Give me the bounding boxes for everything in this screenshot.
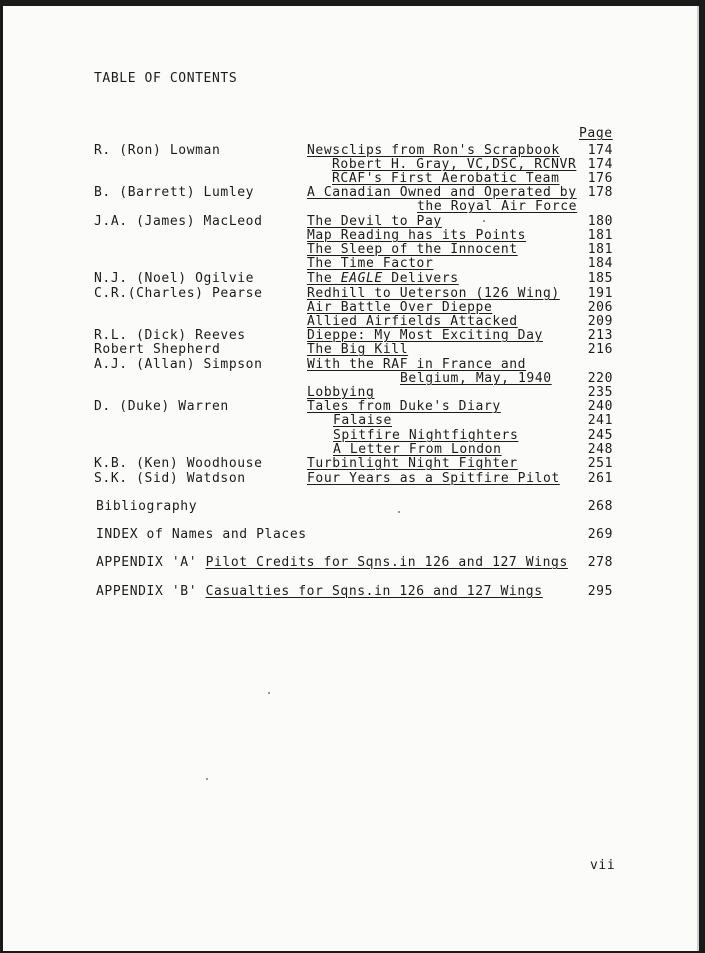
entry-page: 191 <box>587 286 613 301</box>
author-name: A.J. (Allan) Simpson <box>94 357 263 372</box>
appendix-label: APPENDIX 'B' <box>96 584 198 599</box>
author-name: D. (Duke) Warren <box>94 399 229 414</box>
entry-title: With the RAF in France and <box>307 357 527 372</box>
entry-title: Air Battle Over Dieppe <box>307 300 493 315</box>
document-page <box>3 6 699 951</box>
page-title: TABLE OF CONTENTS <box>94 71 238 86</box>
author-name: J.A. (James) MacLeod <box>94 214 263 229</box>
entry-page: 174 <box>587 143 613 158</box>
entry-title-pre: The <box>307 271 341 286</box>
entry-title-italic: EAGLE <box>340 271 383 286</box>
entry-page: 181 <box>587 242 613 257</box>
entry-page: 174 <box>587 157 613 172</box>
entry-title: Spitfire Nightfighters <box>333 428 519 443</box>
author-name: B. (Barrett) Lumley <box>94 185 255 200</box>
entry-page: 248 <box>587 442 613 457</box>
author-name: R.L. (Dick) Reeves <box>94 328 246 343</box>
entry-page: 206 <box>587 300 613 315</box>
entry-title <box>307 271 459 286</box>
entry-page: 184 <box>587 256 613 271</box>
entry-page: 235 <box>587 385 613 400</box>
entry-title: Tales from Duke's Diary <box>307 399 501 414</box>
entry-page: 180 <box>587 214 613 229</box>
entry-page: 220 <box>587 371 613 386</box>
entry-page: 213 <box>587 328 613 343</box>
entry-title: A Letter From London <box>333 442 502 457</box>
entry-title: Lobbying <box>307 385 375 400</box>
entry-page: 240 <box>587 399 613 414</box>
appendix-page: 295 <box>587 584 613 599</box>
scan-speck <box>483 220 485 222</box>
back-matter-label: INDEX of Names and Places <box>96 527 307 542</box>
scan-speck <box>398 511 400 513</box>
appendix-label: APPENDIX 'A' <box>96 555 198 570</box>
entry-title: Belgium, May, 1940 <box>400 371 552 386</box>
entry-page: 241 <box>587 413 613 428</box>
author-name: C.R.(Charles) Pearse <box>94 286 263 301</box>
author-name: S.K. (Sid) Watdson <box>94 471 246 486</box>
entry-title: Four Years as a Spitfire Pilot <box>307 471 560 486</box>
scan-speck <box>268 692 270 694</box>
entry-title: Dieppe: My Most Exciting Day <box>307 328 543 343</box>
back-matter-page: 269 <box>587 527 613 542</box>
entry-page: 251 <box>587 456 613 471</box>
entry-title: A Canadian Owned and Operated by <box>307 185 577 200</box>
appendix-title: Casualties for Sqns.in 126 and 127 Wings <box>205 584 543 599</box>
entry-title: The Time Factor <box>307 256 434 271</box>
appendix-title: Pilot Credits for Sqns.in 126 and 127 Wings <box>205 555 568 570</box>
entry-title: The Devil to Pay <box>307 214 442 229</box>
entry-page: 209 <box>587 314 613 329</box>
entry-title: The Big Kill <box>307 342 409 357</box>
entry-page: 181 <box>587 228 613 243</box>
entry-title: Robert H. Gray, VC,DSC, RCNVR <box>332 157 577 172</box>
entry-page: 245 <box>587 428 613 443</box>
author-name: N.J. (Noel) Ogilvie <box>94 271 255 286</box>
entry-page: 176 <box>587 171 613 186</box>
entry-title: Allied Airfields Attacked <box>307 314 518 329</box>
entry-title: Newsclips from Ron's Scrapbook <box>307 143 560 158</box>
entry-title: RCAF's First Aerobatic Team <box>332 171 560 186</box>
back-matter-label: Bibliography <box>96 499 198 514</box>
entry-page: 185 <box>587 271 613 286</box>
scan-speck <box>206 778 208 780</box>
appendix-page: 278 <box>587 555 613 570</box>
page-column-header: Page <box>579 126 613 141</box>
page-number: vii <box>590 858 616 873</box>
appendix-row <box>96 584 543 599</box>
entry-title: Turbinlight Night Fighter <box>307 456 518 471</box>
author-name: R. (Ron) Lowman <box>94 143 221 158</box>
appendix-row <box>96 555 568 570</box>
back-matter-page: 268 <box>587 499 613 514</box>
entry-title: Map Reading has its Points <box>307 228 527 243</box>
entry-page: 216 <box>587 342 613 357</box>
entry-title: The Sleep of the Innocent <box>307 242 518 257</box>
entry-title: the Royal Air Force <box>417 199 578 214</box>
entry-title: Falaise <box>333 413 392 428</box>
entry-page: 261 <box>587 471 613 486</box>
entry-page: 178 <box>587 185 613 200</box>
author-name: K.B. (Ken) Woodhouse <box>94 456 263 471</box>
author-name: Robert Shepherd <box>94 342 221 357</box>
entry-title: Redhill to Ueterson (126 Wing) <box>307 286 560 301</box>
entry-title-post: Delivers <box>382 271 459 286</box>
